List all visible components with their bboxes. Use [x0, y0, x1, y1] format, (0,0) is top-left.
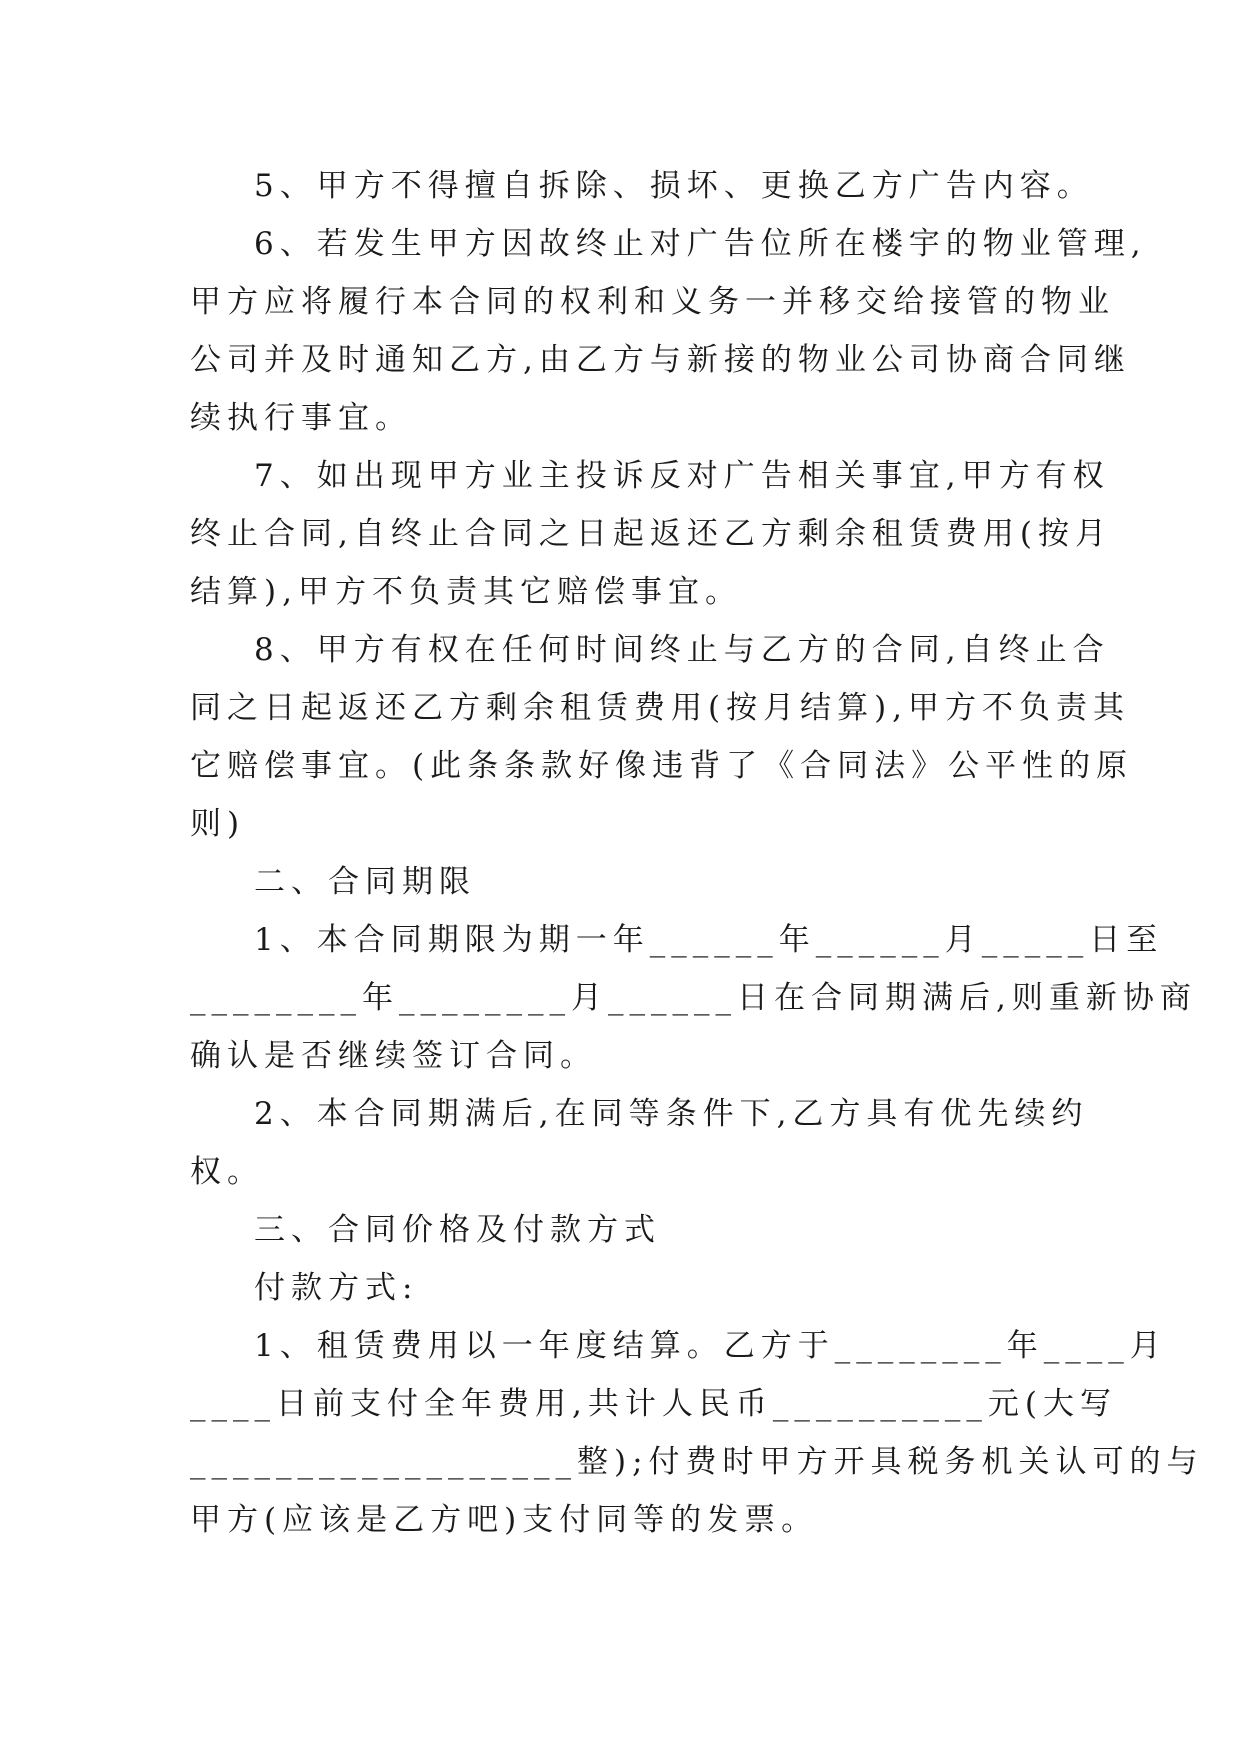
text-line: 5、甲方不得擅自拆除、损坏、更换乙方广告内容。 [254, 168, 1094, 204]
text-line: 同之日起返还乙方剩余租赁费用(按月结算),甲方不负责其 [190, 690, 1131, 726]
text-line: 则) [190, 806, 246, 842]
text-line: __________________整);付费时甲方开具税务机关认可的与 [190, 1444, 1204, 1480]
text-line: 终止合同,自终止合同之日起返还乙方剩余租赁费用(按月 [190, 516, 1112, 552]
text-line: 2、本合同期满后,在同等条件下,乙方具有优先续约 [254, 1096, 1089, 1132]
text-line: 付款方式: [254, 1270, 419, 1306]
text-line: 公司并及时通知乙方,由乙方与新接的物业公司协商合同继 [190, 342, 1131, 378]
text-line: 甲方(应该是乙方吧)支付同等的发票。 [190, 1502, 819, 1538]
text-line: 它赔偿事宜。(此条条款好像违背了《合同法》公平性的原 [190, 748, 1134, 784]
text-line: 确认是否继续签订合同。 [190, 1038, 597, 1074]
section-heading: 三、合同价格及付款方式 [254, 1212, 661, 1248]
text-line: ________年________月______日在合同期满后,则重新协商 [190, 980, 1197, 1016]
text-line: 6、若发生甲方因故终止对广告位所在楼宇的物业管理, [254, 226, 1147, 262]
text-line: 1、租赁费用以一年度结算。乙方于________年____月 [254, 1328, 1167, 1364]
document-page [190, 157, 1204, 1549]
text-line: 续执行事宜。 [190, 400, 412, 436]
text-line: 7、如出现甲方业主投诉反对广告相关事宜,甲方有权 [254, 458, 1110, 494]
text-line: ____日前支付全年费用,共计人民币__________元(大写 [190, 1386, 1117, 1422]
text-line: 1、本合同期限为期一年______年______月_____日至 [254, 922, 1164, 958]
text-line: 甲方应将履行本合同的权利和义务一并移交给接管的物业 [190, 284, 1115, 320]
text-line: 结算),甲方不负责其它赔偿事宜。 [190, 574, 742, 610]
text-line: 权。 [190, 1154, 264, 1190]
section-heading: 二、合同期限 [254, 864, 476, 900]
text-line: 8、甲方有权在任何时间终止与乙方的合同,自终止合 [254, 632, 1110, 668]
